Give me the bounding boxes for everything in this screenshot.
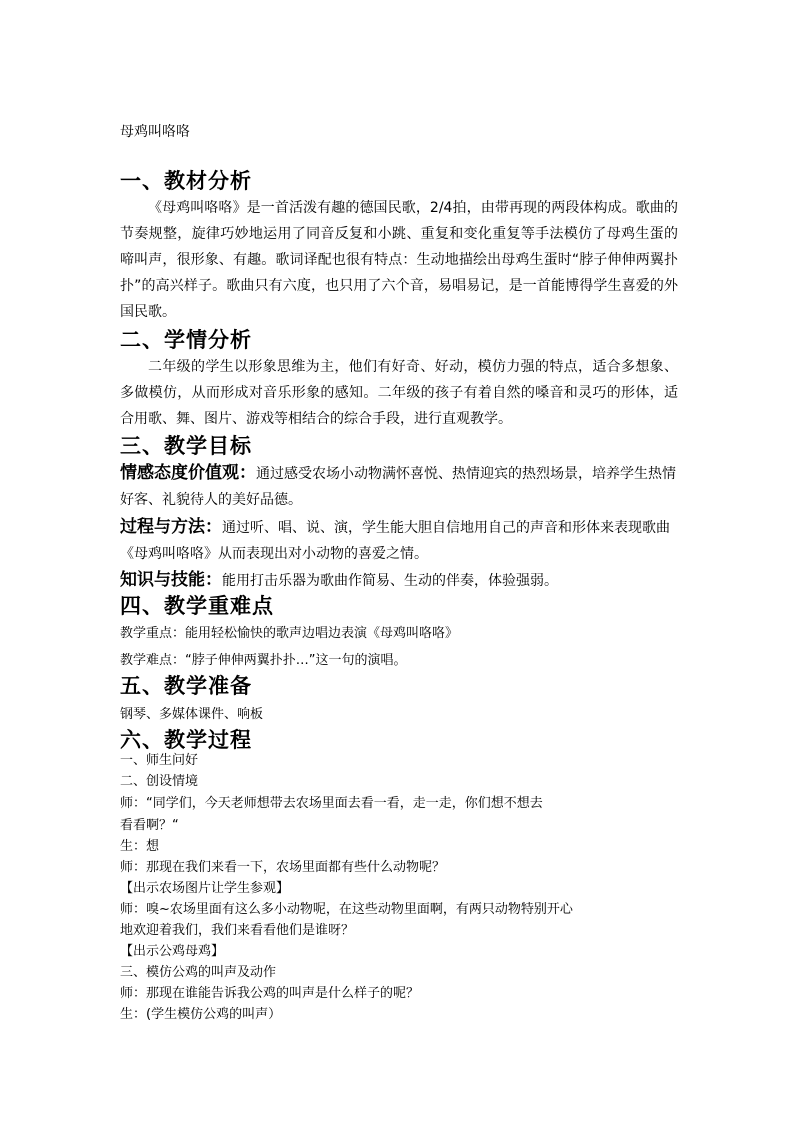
process-line: 【出示公鸡母鸡】	[120, 944, 225, 959]
process-line: 师：那现在谁能告诉我公鸡的叫声是什么样子的呢？	[120, 986, 420, 1001]
section-heading-student-analysis: 二、学情分析	[120, 328, 252, 352]
process-line: 师：嗅~农场里面有这么多小动物呢，在这些动物里面啊，有两只动物特别开心	[120, 902, 573, 917]
section-heading-teaching-preparation: 五、教学准备	[120, 674, 252, 698]
process-line: 二、创设情境	[120, 774, 199, 789]
section-heading-teaching-objectives: 三、教学目标	[120, 434, 252, 458]
objective-knowledge-text: 能用打击乐器为歌曲作简易、生动的伴奏，体验强弱。	[222, 573, 558, 589]
process-line: 生：想	[120, 839, 160, 854]
document-title: 母鸡叫咯咯	[120, 124, 190, 140]
objective-knowledge-label: 知识与技能：	[120, 570, 222, 590]
objective-process-text: 通过听、唱、说、演，学生能大胆自信地用自己的声音和形体来表现歌曲《母鸡叫咯咯》从而表现出对小动物的喜爱之情。	[120, 520, 670, 562]
objective-emotion	[120, 460, 678, 513]
process-line: 一、师生问好	[120, 753, 199, 768]
difficult-point-line: 教学难点：“脖子伸伸两翼扑扑…”这一句的演唱。	[120, 653, 407, 668]
process-line: 地欢迎着我们，我们来看看他们是谁呀？	[120, 923, 355, 938]
key-point-line: 教学重点：能用轻松愉快的歌声边唱边表演《母鸡叫咯咯》	[120, 626, 459, 641]
section-heading-teaching-process: 六、教学过程	[120, 728, 252, 752]
process-line: 【出示农场图片让学生参观】	[120, 881, 290, 896]
process-line: 三、模仿公鸡的叫声及动作	[120, 965, 277, 980]
section-heading-key-difficult-points: 四、教学重难点	[120, 594, 274, 618]
objective-process	[120, 514, 678, 567]
process-line: 生：(学生模仿公鸡的叫声）	[120, 1007, 282, 1022]
objective-process-label: 过程与方法：	[120, 517, 222, 537]
objective-emotion-label: 情感态度价值观：	[120, 463, 256, 483]
objective-emotion-text: 通过感受农场小动物满怀喜悦、热情迎宾的热烈场景，培养学生热情好客、礼貌待人的美好品德。	[120, 466, 676, 508]
teaching-materials-line: 钢琴、多媒体课件、响板	[120, 707, 264, 722]
process-line: 看看啊？“	[120, 818, 179, 833]
process-line: 师：那现在我们来看一下，农场里面都有些什么动物呢？	[120, 860, 446, 875]
student-analysis-paragraph: 二年级的学生以形象思维为主，他们有好奇、好动，模仿力强的特点，适合多想象、多做模仿，从而形成对音乐形象的感知。二年级的孩子有着自然的嗓音和灵巧的形体，适合用歌、舞、图片、游戏等相结合的综合手段，进行直观教学。	[120, 359, 678, 427]
textbook-analysis-paragraph: 《母鸡叫咯咯》是一首活泼有趣的德国民歌，2/4拍，由带再现的两段体构成。歌曲的节奏规整，旋律巧妙地运用了同音反复和小跳、重复和变化重复等手法模仿了母鸡生蛋的啼叫声，很形象、有趣。歌词译配也很有特点：生动地描绘出母鸡生蛋时“脖子伸伸两翼扑扑”的高兴样子。歌曲只有六度，也只用了六个音，易唱易记，是一首能博得学生喜爱的外国民歌。	[120, 200, 678, 320]
objective-knowledge	[120, 567, 678, 594]
section-heading-textbook-analysis: 一、教材分析	[120, 169, 252, 193]
process-line: 师：“同学们，今天老师想带去农场里面去看一看，走一走，你们想不想去	[120, 796, 543, 811]
